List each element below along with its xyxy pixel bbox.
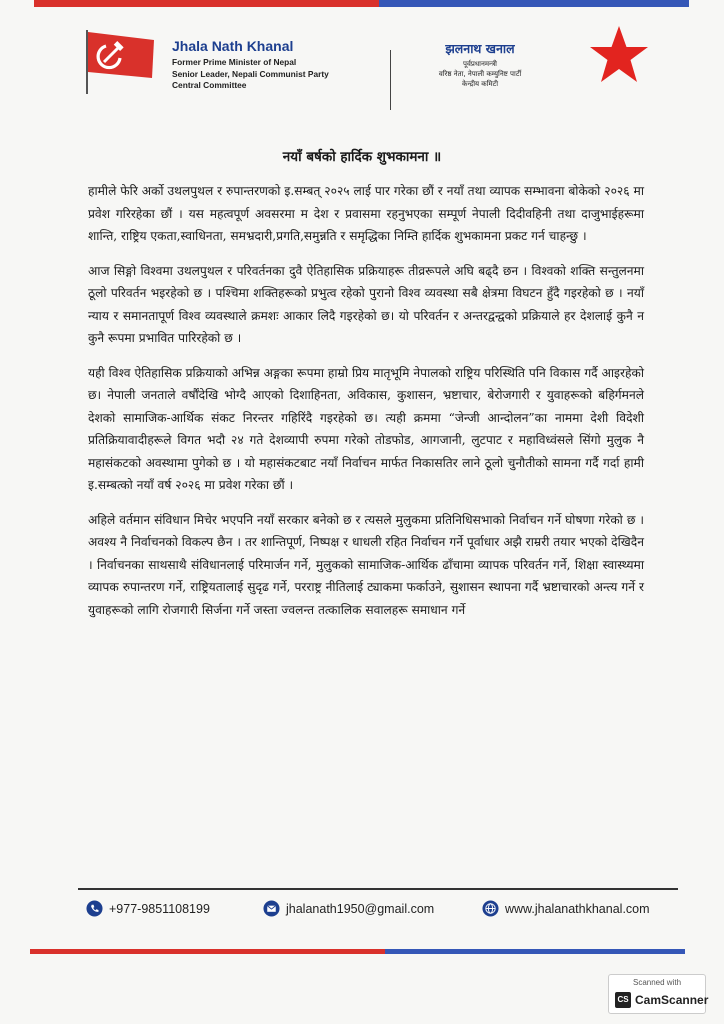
top-accent-red bbox=[34, 0, 379, 7]
website-contact bbox=[482, 900, 650, 917]
top-accent-blue bbox=[379, 0, 689, 7]
letter-title: नयाँ बर्षको हार्दिक शुभकामना ॥ bbox=[282, 149, 442, 165]
body-paragraph: आज सिङ्गो विश्वमा उथलपुथल र परिवर्तनका दुवै ऐतिहासिक प्रक्रियाहरू तीव्ररूपले अघि बढ्दै छन । विश्वको शक्ति सन्तुलनमा ठूलो परिवर्तन भइरहेको छ । पश्चिमा शक्तिहरूको प्रभुत्व रहेको पुरानो विश्व व्यवस्था सबै क्षेत्रमा विघटन हुँदै गइरहेको छ । नयाँ न्याय र समानतापूर्ण विश्व व्यवस्थाले क्रमशः आकार लिदै गइरहेको छ। यो परिवर्तन र अन्तरद्वन्द्वको प्रक्रियाले हर देशलाई कुनै न कुनै रूपमा प्रभावित पारिरहेको छ । bbox=[88, 263, 644, 345]
sender-name-nepali: झलनाथ खनाल bbox=[445, 41, 515, 56]
bottom-accent-red bbox=[30, 949, 385, 954]
footer-divider bbox=[78, 888, 678, 890]
hammer-sickle-flag-icon bbox=[84, 28, 160, 94]
email-address: jhalanath1950@gmail.com bbox=[286, 901, 435, 916]
email-icon bbox=[263, 900, 280, 917]
camscanner-watermark bbox=[608, 974, 709, 1014]
globe-icon bbox=[482, 900, 499, 917]
body-paragraph: अहिले वर्तमान संविधान मिचेर भएपनि नयाँ सरकार बनेको छ र त्यसले मुलुकमा प्रतिनिधिसभाको निर्वाचन गर्ने घोषणा गरेको छ । अवश्य नै निर्वाचनको विकल्प छैन । तर शान्तिपूर्ण, निष्पक्ष र धाधली रहित निर्वाचन गर्ने पूर्वाधार अझै राम्ररी तयार भएको देखिदैन । निर्वाचनका साथसाथै संविधानलाई परिमार्जन गर्ने, मुलुकको सामाजिक-आर्थिक ढाँचामा व्यापक परिवर्तन गर्ने, शिक्षा स्वास्थ्यमा व्यापक रुपान्तरण गर्ने, राष्ट्रियतालाई सुदृढ गर्ने, परराष्ट्र नीतिलाई ट्याकमा फर्काउने, सुशासन स्थापना गर्दै भ्रष्टाचारको अन्त्य गर्ने र युवाहरूको लागि रोजगारी सिर्जना गर्ने जस्ता ज्वलन्त तत्कालिक सवालहरू समाधान गर्ने bbox=[88, 512, 644, 617]
bottom-accent-blue bbox=[385, 949, 685, 954]
sender-title-line-nepali: वरिष्ठ नेता, नेपाली कम्युनिष्ट पार्टी bbox=[438, 70, 522, 78]
sender-title-line-nepali: पूर्वप्रधानमन्त्री bbox=[463, 60, 497, 68]
camscanner-logo-icon: CS bbox=[615, 992, 631, 1008]
email-contact bbox=[263, 900, 434, 917]
sender-title-line: Senior Leader, Nepali Communist Party bbox=[172, 68, 329, 79]
contact-footer bbox=[78, 900, 678, 926]
letterhead bbox=[0, 20, 724, 112]
sender-name-english: Jhala Nath Khanal bbox=[172, 38, 294, 54]
phone-number: +977-9851108199 bbox=[109, 901, 210, 916]
red-star-icon bbox=[588, 24, 650, 86]
phone-contact bbox=[86, 900, 210, 917]
nepali-letterhead bbox=[400, 40, 560, 89]
sender-title-line-nepali: केन्द्रीय कमिटी bbox=[461, 80, 499, 88]
sender-title-line: Central Committee bbox=[172, 80, 247, 90]
phone-icon bbox=[86, 900, 103, 917]
header-divider bbox=[390, 50, 391, 110]
website-url: www.jhalanathkhanal.com bbox=[505, 901, 650, 916]
english-letterhead bbox=[172, 38, 372, 92]
body-paragraph: हामीले फेरि अर्को उथलपुथल र रुपान्तरणको इ.सम्बत् २०२५ लाई पार गरेका छौं र नयाँ तथा व्यापक सम्भावना बोकेको २०२६ मा प्रवेश गरिरहेका छौं । यस महत्वपूर्ण अवसरमा म देश र प्रवासमा रहनुभएका सम्पूर्ण नेपाली दिदीवहिनी तथा दाजुभाईहरूमा शान्ति, राष्ट्रिय एकता,स्वाधिनता, समभ्रदारी,प्रगति,समुन्नति र समृद्धिका निम्ति हार्दिक शुभकामना प्रकट गर्न चाहन्छु । bbox=[88, 184, 644, 243]
letter-body bbox=[88, 180, 644, 633]
sender-title-line: Former Prime Minister of Nepal bbox=[172, 57, 297, 67]
scanner-name: CamScanner bbox=[635, 993, 709, 1007]
body-paragraph: यही विश्व ऐतिहासिक प्रक्रियाको अभिन्न अङ्गका रूपमा हाम्रो प्रिय मातृभूमि नेपालको राष्ट्रिय परिस्थिति पनि विकास गर्दै आइरहेको छ। नेपाली जनताले वर्षौंदेखि भोग्दै आएको दिशाहिनता, अविकास, कुशासन, भ्रष्टाचार, बेरोजगारी र युवाहरूको बहिर्गमनले देशको सामाजिक-आर्थिक संकट निरन्तर गहिरिंदै गइरहेको छ। त्यही क्रममा “जेन्जी आन्दोलन”का नाममा देशी विदेशी प्रतिक्रियावादीहरूले विगत भदौ २४ गते देशव्यापी रुपमा गरेको तोडफोड, आगजानी, लुटपाट र महाविध्वंसले सिंगो मुलुक नै महासंकटको अवस्थामा पुगेको छ । यो महासंकटबाट नयाँ निर्वाचन मार्फत निकासतिर लाने ठूलो चुनौतीको सामना गर्दै गर्दा हामी इ.सम्बत्को नयाँ वर्ष २०२६ मा प्रवेश गरेका छौं । bbox=[88, 365, 644, 492]
scanner-caption: Scanned with bbox=[632, 978, 682, 987]
